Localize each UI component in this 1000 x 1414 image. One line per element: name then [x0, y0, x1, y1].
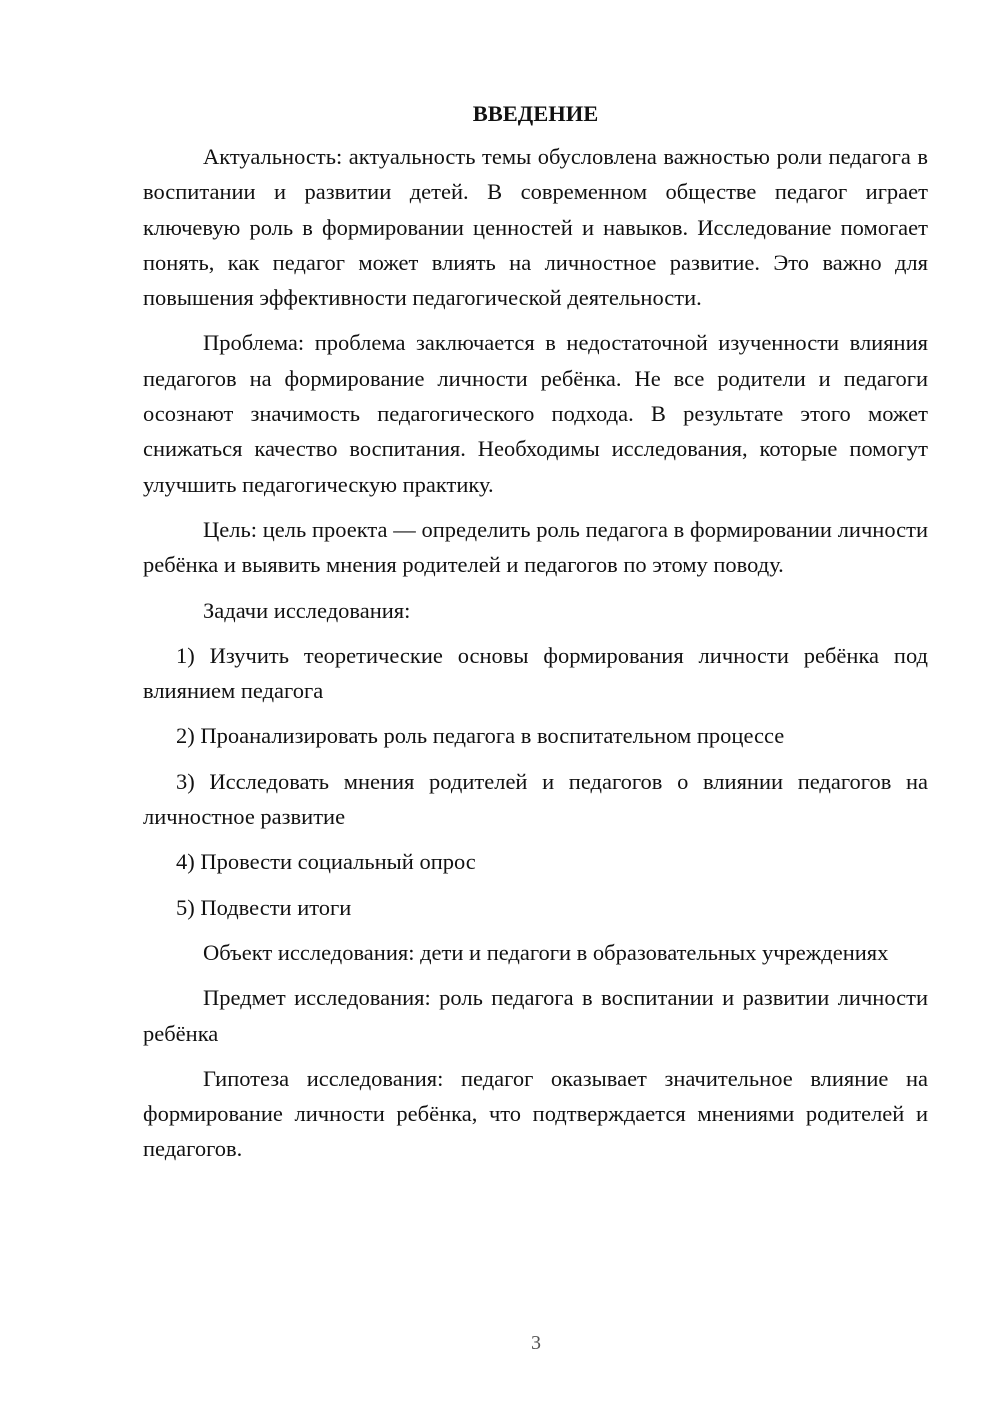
list-item: 1) Изучить теоретические основы формирования личности ребёнка под влиянием педагога: [143, 642, 928, 704]
tasks-list: [143, 638, 928, 925]
list-item: 3) Исследовать мнения родителей и педагогов о влиянии педагогов на личностное развитие: [143, 768, 928, 830]
document-page: [143, 96, 928, 1177]
goal-paragraph: Цель: цель проекта — определить роль педагога в формировании личности ребёнка и выявить мнения родителей и педагогов по этому поводу.: [143, 516, 928, 578]
object-paragraph: Объект исследования: дети и педагоги в образовательных учреждениях: [203, 939, 889, 965]
hypothesis-paragraph: Гипотеза исследования: педагог оказывает значительное влияние на формирование личности ребёнка, что подтверждается мнениями родителей и педагогов.: [143, 1065, 928, 1162]
page-number: 3: [531, 1332, 541, 1354]
list-item: 5) Подвести итоги: [176, 894, 352, 920]
page-title: ВВЕДЕНИЕ: [472, 101, 599, 126]
tasks-heading: Задачи исследования:: [203, 597, 411, 623]
list-item: 2) Проанализировать роль педагога в воспитательном процессе: [176, 723, 785, 749]
list-item: 4) Провести социальный опрос: [176, 849, 476, 875]
relevance-paragraph: Актуальность: актуальность темы обусловлена важностью роли педагога в воспитании и развитии детей. В современном обществе педагог играет ключевую роль в формировании ценностей и навыков. Исследование помогает понять, как педагог может влиять на личностное развитие. Это важно для повышения эффективности педагогической деятельности.: [143, 144, 928, 311]
subject-paragraph: Предмет исследования: роль педагога в воспитании и развитии личности ребёнка: [143, 985, 928, 1046]
problem-paragraph: Проблема: проблема заключается в недостаточной изученности влияния педагогов на формирование личности ребёнка. Не все родители и педагоги осознают значимость педагогического подхода. В результате этого может снижаться качество воспитания. Необходимы исследования, которые помогут улучшить педагогическую практику.: [143, 330, 928, 497]
